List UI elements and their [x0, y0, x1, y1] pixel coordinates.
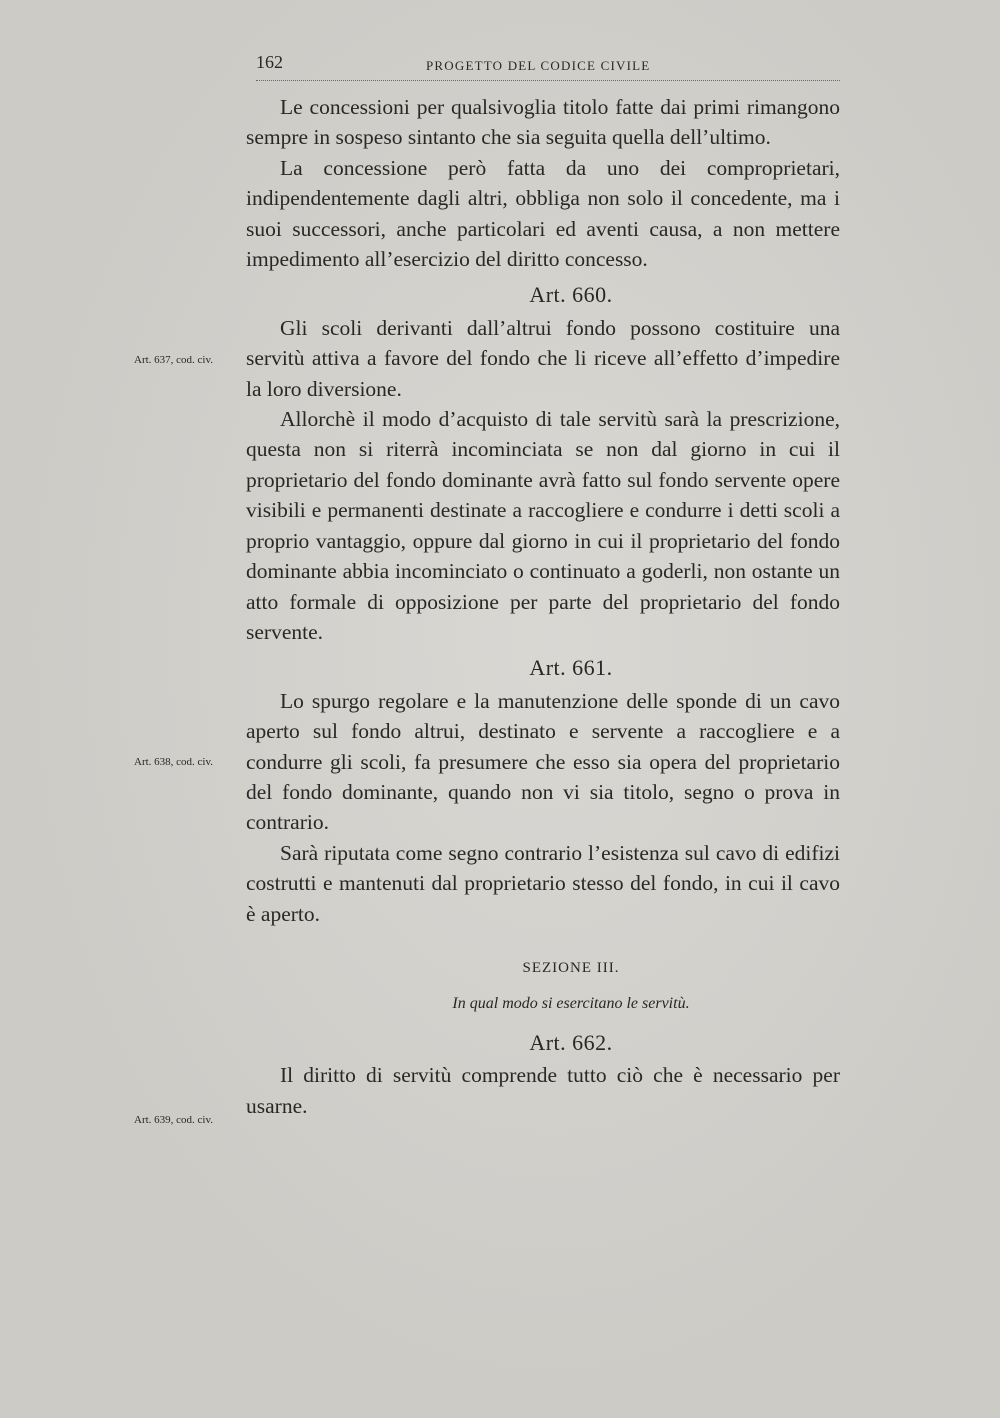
article-heading-661: Art. 661.: [529, 655, 613, 681]
paragraph: Gli scoli derivanti dall’altrui fondo possono costituire una servitù attiva a favore del fondo che li riceve all’effetto d’impedire la loro diversione.: [246, 315, 840, 401]
margin-note-art-662: Art. 639, cod. civ.: [134, 1114, 214, 1126]
margin-note-art-661: Art. 638, cod. civ.: [134, 756, 214, 768]
paragraph: Lo spurgo regolare e la manutenzione delle sponde di un cavo aperto sul fondo altrui, destinato e servente a raccogliere e a condurre gli scoli, fa presumere che esso sia opera del proprietario del fondo dominante, quando non vi sia titolo, segno o prova in contrario.: [246, 688, 840, 835]
paragraph: Il diritto di servitù comprende tutto ciò che è necessario per usarne.: [246, 1063, 840, 1118]
margin-note-art-660: Art. 637, cod. civ.: [134, 354, 214, 366]
page-header: [256, 52, 840, 76]
section-heading: SEZIONE III.: [522, 959, 620, 976]
article-heading-662: Art. 662.: [529, 1029, 613, 1055]
paragraph: Allorchè il modo d’acquisto di tale servitù sarà la prescrizione, questa non si riterrà incominciata se non dal giorno in cui il proprietario del fondo dominante avrà fatto sul fondo servente opere visibili e permanenti destinate a raccogliere e condurre i detti scoli a proprio vantaggio, oppure dal giorno in cui il proprietario del fondo dominante abbia incominciato o continuato a goderli, non ostante un atto formale di opposizione per parte del proprietario del fondo servente.: [246, 407, 840, 644]
header-rule: [256, 80, 840, 81]
paragraph: Le concessioni per qualsivoglia titolo fatte dai primi rimangono sempre in sospeso sintanto che sia seguita quella dell’ultimo.: [246, 95, 840, 150]
section-title: In qual modo si esercitano le servitù.: [452, 995, 690, 1013]
paragraph: Sarà riputata come segno contrario l’esistenza sul cavo di edifizi costrutti e mantenuti dal proprietario stesso del fondo, in cui il cavo è aperto.: [246, 840, 840, 926]
page-number: 162: [256, 52, 283, 72]
article-heading-660: Art. 660.: [529, 282, 613, 308]
body-text: [246, 92, 840, 1121]
running-head: PROGETTO DEL CODICE CIVILE: [426, 58, 651, 73]
paragraph: La concessione però fatta da uno dei comproprietari, indipendentemente dagli altri, obbliga non solo il concedente, ma i suoi successori, anche particolari ed aventi causa, a non mettere impedimento all’esercizio del diritto concesso.: [246, 155, 840, 272]
